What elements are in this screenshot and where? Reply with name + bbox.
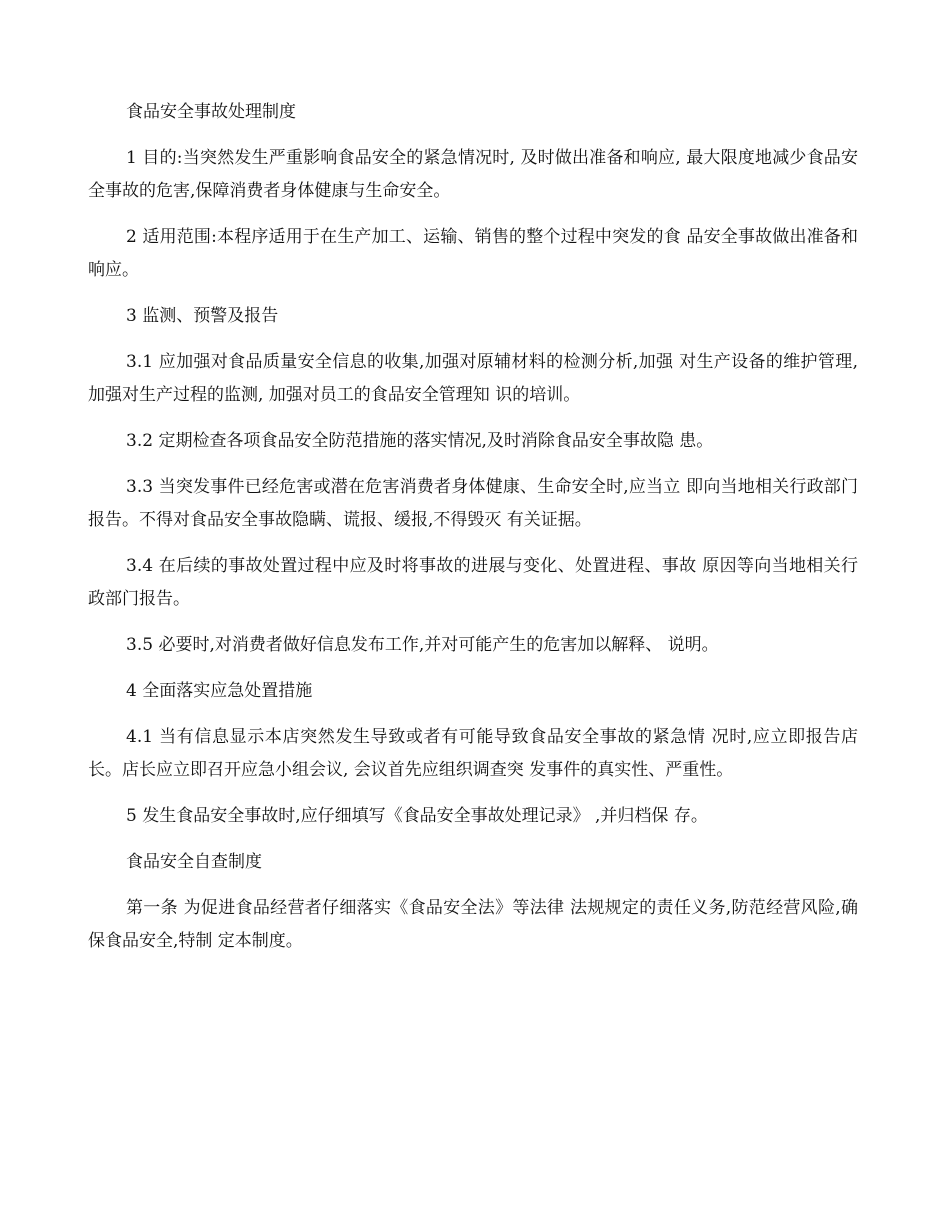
paragraph-scope: 2 适用范围:本程序适用于在生产加工、运输、销售的整个过程中突发的食 品安全事故做出准备和响应。 [88,227,858,280]
paragraph-4-1: 4.1 当有信息显示本店突然发生导致或者有可能导致食品安全事故的紧急情 况时,应立即报告店长。店长应立即召开应急小组会议, 会议首先应组织调查突 发事件的真实性、严重性。 [88,727,858,780]
paragraph-article-1: 第一条 为促进食品经营者仔细落实《食品安全法》等法律 法规规定的责任义务,防范经营风险,确保食品安全,特制 定本制度。 [88,898,858,951]
paragraph-3-4: 3.4 在后续的事故处置过程中应及时将事故的进展与变化、处置进程、事故 原因等向当地相关行政部门报告。 [88,556,858,609]
section-title-self-inspection: 食品安全自查制度 [126,852,262,872]
heading-monitoring: 3 监测、预警及报告 [126,306,279,326]
paragraph-purpose: 1 目的:当突然发生严重影响食品安全的紧急情况时, 及时做出准备和响应, 最大限度地减少食品安全事故的危害,保障消费者身体健康与生命安全。 [88,148,858,201]
section-title-accident-handling: 食品安全事故处理制度 [126,102,296,122]
paragraph-3-2: 3.2 定期检查各项食品安全防范措施的落实情况,及时消除食品安全事故隐 患。 [126,431,714,451]
paragraph-3-3: 3.3 当突发事件已经危害或潜在危害消费者身体健康、生命安全时,应当立 即向当地相关行政部门报告。不得对食品安全事故隐瞒、谎报、缓报,不得毁灭 有关证据。 [88,477,858,530]
paragraph-3-5: 3.5 必要时,对消费者做好信息发布工作,并对可能产生的危害加以解释、 说明。 [126,635,719,655]
paragraph-3-1: 3.1 应加强对食品质量安全信息的收集,加强对原辅材料的检测分析,加强 对生产设备的维护管理, 加强对生产过程的监测, 加强对员工的食品安全管理知 识的培训。 [88,352,858,405]
heading-emergency-measures: 4 全面落实应急处置措施 [126,681,313,701]
document-body [88,96,858,971]
paragraph-5: 5 发生食品安全事故时,应仔细填写《食品安全事故处理记录》 ,并归档保 存。 [126,806,708,826]
